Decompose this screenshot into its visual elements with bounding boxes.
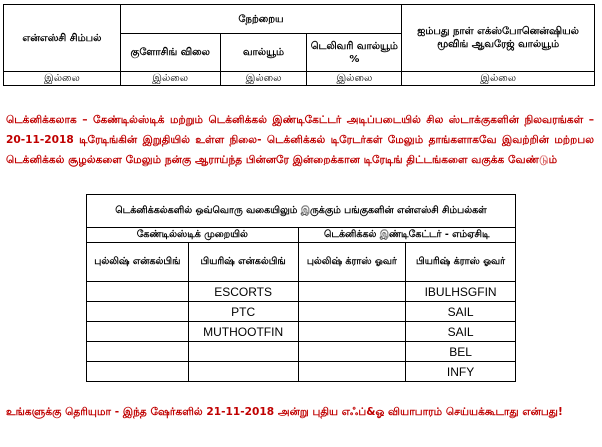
table-cell: இல்லை	[307, 72, 402, 86]
table-cell	[87, 302, 189, 322]
nse-symbol-header: என்எஸ்சி சிம்பல்	[4, 5, 121, 72]
table-cell: INFY	[406, 362, 516, 382]
table-cell: MUTHOOTFIN	[188, 322, 298, 342]
table-cell: BEL	[406, 342, 516, 362]
technical-note-paragraph: டெக்னிக்கலாக – கேண்டில்ஸ்டிக் மற்றும் டெக்னிக்கல் இண்டிகேட்டர் அடிப்படையில் சில ஸ்டாக்குகளின் நிலவரங்கள் – 20-11-2018 டிரேடிங்கின் இறுதியில் உள்ள நிலை- டெக்னிக்கல் டிரேடர்கள் மேலும் தாங்களாகவே இவற்றின் மற்றபல டெக்னிக்கல் சூழல்களை மேலும் நன்கு ஆராய்ந்த பின்னரே இன்றைக்கான டிரேடிங் திட்டங்களை வகுக்க வேண்டும்	[6, 114, 594, 166]
table-cell: SAIL	[406, 322, 516, 342]
macd-group-header: டெக்னிக்கல் இண்டிகேட்டர் - எம்ஏசிடி	[298, 228, 515, 243]
table-row	[87, 362, 516, 382]
fno-ban-note: உங்களுக்கு தெரியுமா - இந்த ஷேர்களில் 21-11-2018 அன்று புதிய எஃப்&ஓ வியாபாரம் செய்யக்கூடாது என்பது!	[6, 406, 563, 418]
table-cell: SAIL	[406, 302, 516, 322]
table-cell	[87, 282, 189, 302]
table-cell: IBULHSGFIN	[406, 282, 516, 302]
ema-volume-header: ஐம்பது நாள் எக்ஸ்போனென்ஷியல் மூவிங் ஆவரேஜ் வால்யூம்	[402, 5, 595, 72]
table-row	[87, 342, 516, 362]
yesterday-header: நேற்றைய	[120, 5, 402, 34]
table-cell	[188, 342, 298, 362]
table-cell: PTC	[188, 302, 298, 322]
table-row	[87, 322, 516, 342]
table-cell	[87, 362, 189, 382]
bullish-engulfing-header: புல்லிஷ் என்கல்பிங்	[87, 243, 189, 282]
table-title: டெக்னிக்கல்களில் ஒவ்வொரு வகையிலும் இருக்கும் பங்குகளின் என்எஸ்சி சிம்பல்கள்	[87, 195, 516, 228]
table-cell	[87, 322, 189, 342]
table-cell	[298, 322, 406, 342]
technical-symbols-table	[86, 194, 516, 382]
stock-volume-table	[3, 4, 595, 86]
bearish-crossover-header: பியரிஷ் க்ராஸ் ஓவர்	[406, 243, 516, 282]
candlestick-group-header: கேண்டில்ஸ்டிக் முறையில்	[87, 228, 299, 243]
table-cell: இல்லை	[220, 72, 307, 86]
table-cell	[87, 342, 189, 362]
delivery-volume-header: டெலிவரி வால்யூம் %	[307, 34, 402, 72]
volume-header: வால்யூம்	[220, 34, 307, 72]
table-cell	[298, 342, 406, 362]
table-cell	[298, 282, 406, 302]
table-row	[87, 282, 516, 302]
bullish-crossover-header: புல்லிஷ் க்ராஸ் ஓவர்	[298, 243, 406, 282]
closing-price-header: குளோசிங் விலை	[120, 34, 220, 72]
table-cell	[188, 362, 298, 382]
table-cell: இல்லை	[120, 72, 220, 86]
table-cell: இல்லை	[4, 72, 121, 86]
bearish-engulfing-header: பியரிஷ் என்கல்பிங்	[188, 243, 298, 282]
table-cell: இல்லை	[402, 72, 595, 86]
table-cell: ESCORTS	[188, 282, 298, 302]
table-row	[87, 302, 516, 322]
table-cell	[298, 362, 406, 382]
table-cell	[298, 302, 406, 322]
